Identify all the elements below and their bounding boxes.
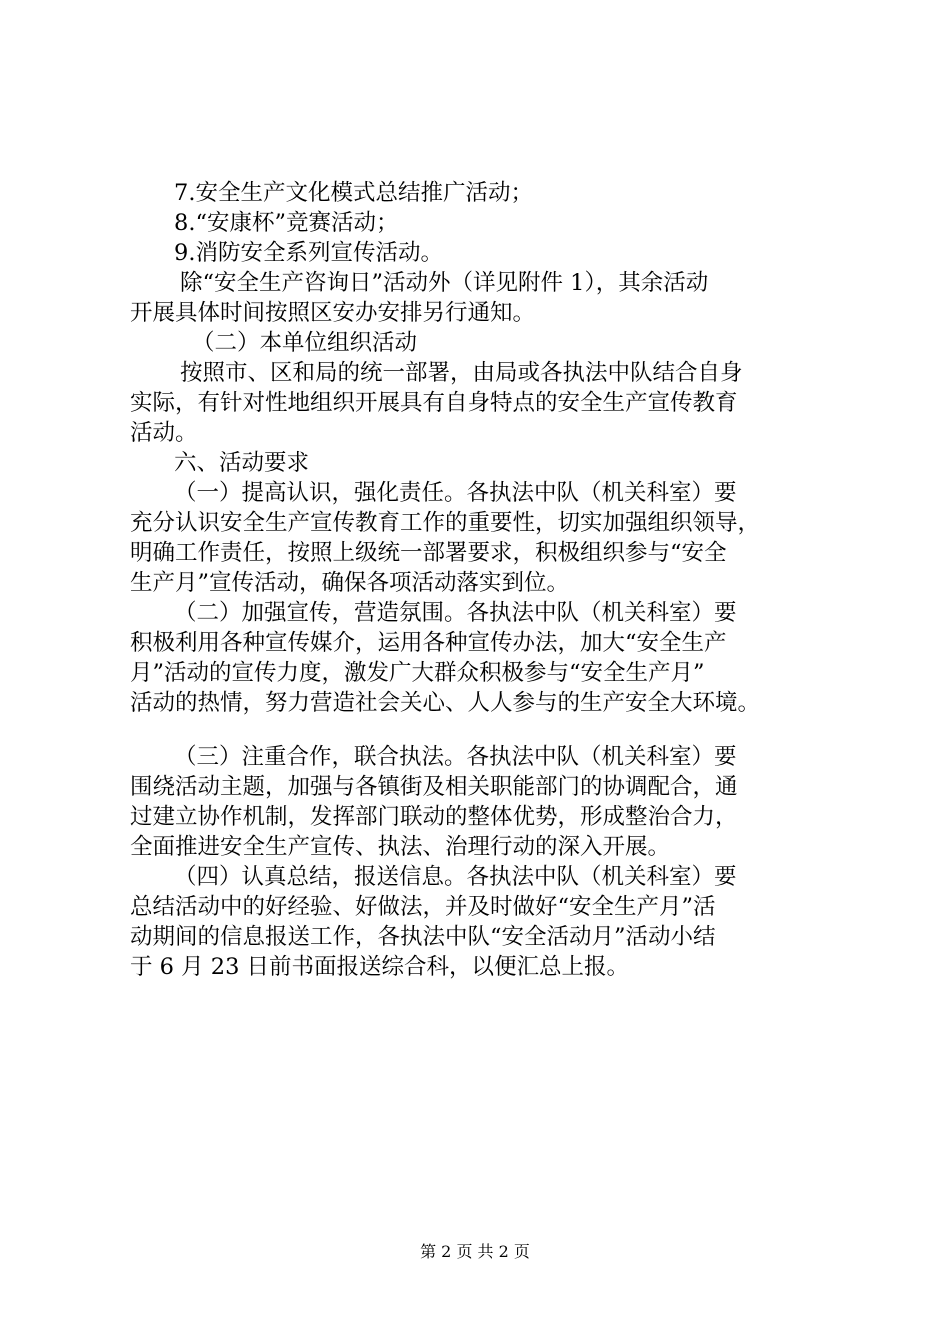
list-item-9: 9.消防安全系列宣传活动。 [174, 240, 443, 266]
paragraph-line: （二）加强宣传，营造氛围。各执法中队（机关科室）要 [174, 600, 737, 626]
paragraph-gap [130, 718, 835, 742]
paragraph-line: 积极利用各种宣传媒介，运用各种宣传办法，加大“安全生产 [130, 630, 727, 656]
paragraph-line: 全面推进安全生产宣传、执法、治理行动的深入开展。 [130, 834, 671, 860]
paragraph-line: 于 6 月 23 日前书面报送综合科，以便汇总上报。 [130, 954, 630, 980]
paragraph-line: 按照市、区和局的统一部署，由局或各执法中队结合自身 [180, 360, 743, 386]
paragraph-line: 实际，有针对性地组织开展具有自身特点的安全生产宣传教育 [130, 390, 738, 416]
document-body [130, 178, 835, 982]
paragraph-line: 生产月”宣传活动，确保各项活动落实到位。 [130, 570, 570, 596]
paragraph-line: 除“安全生产咨询日”活动外（详见附件 1），其余活动 [180, 270, 709, 296]
paragraph-line: （一）提高认识，强化责任。各执法中队（机关科室）要 [174, 480, 737, 506]
paragraph-line: （三）注重合作，联合执法。各执法中队（机关科室）要 [174, 744, 737, 770]
list-item-8: 8.“安康杯”竞赛活动； [174, 210, 399, 236]
paragraph-line: 过建立协作机制，发挥部门联动的整体优势，形成整治合力， [130, 804, 738, 830]
paragraph-line: 月”活动的宣传力度，激发广大群众积极参与“安全生产月” [130, 660, 705, 686]
page-number-footer: 第 2 页 共 2 页 [420, 1242, 530, 1261]
paragraph-line: 活动的热情，努力营造社会关心、人人参与的生产安全大环境。 [130, 690, 761, 716]
paragraph-line: 动期间的信息报送工作，各执法中队“安全活动月”活动小结 [130, 924, 716, 950]
list-item-7: 7.安全生产文化模式总结推广活动； [174, 180, 533, 206]
paragraph-line: 围绕活动主题，加强与各镇街及相关职能部门的协调配合，通 [130, 774, 738, 800]
paragraph-line: 明确工作责任，按照上级统一部署要求，积极组织参与“安全 [130, 540, 727, 566]
section-heading: （二）本单位组织活动 [192, 330, 418, 356]
paragraph-line: 充分认识安全生产宣传教育工作的重要性，切实加强组织领导， [130, 510, 761, 536]
paragraph-line: 总结活动中的好经验、好做法，并及时做好“安全生产月”活 [130, 894, 716, 920]
paragraph-line: （四）认真总结，报送信息。各执法中队（机关科室）要 [174, 864, 737, 890]
paragraph-line: 活动。 [130, 420, 198, 446]
section-heading: 六、活动要求 [174, 450, 310, 476]
paragraph-line: 开展具体时间按照区安办安排另行通知。 [130, 300, 536, 326]
